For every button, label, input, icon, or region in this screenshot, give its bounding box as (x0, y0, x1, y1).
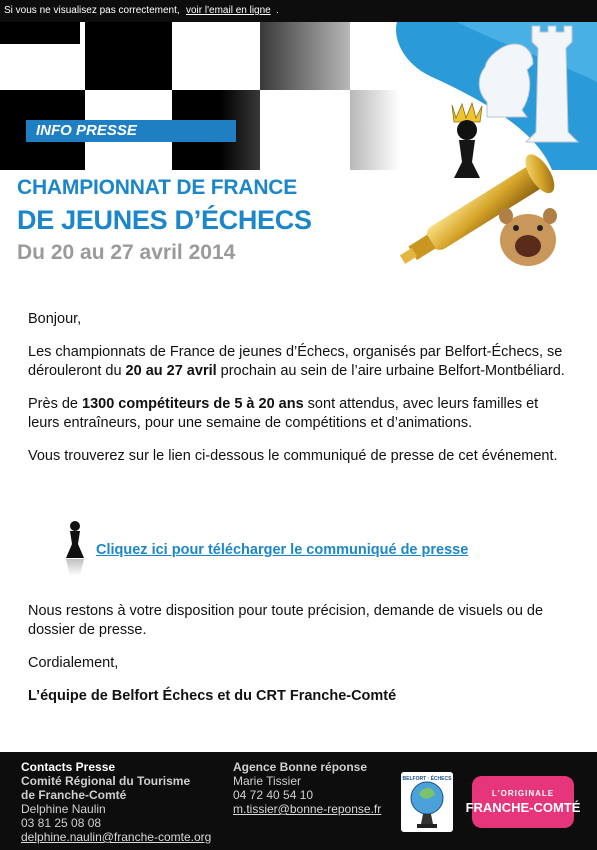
pawn-icon (60, 520, 90, 578)
footer-contacts-agency (233, 760, 381, 816)
paragraph-1-text-c: prochain au sein de l’aire urbaine Belfort-Montbéliard. (216, 363, 565, 379)
paragraph-1 (28, 343, 568, 381)
contact2-phone: 04 72 40 54 10 (233, 788, 314, 802)
belfort-echecs-logo (401, 772, 453, 832)
closing: Cordialement, (28, 655, 119, 671)
footer-contacts-crt (21, 760, 211, 844)
contact1-email-link[interactable]: delphine.naulin@franche-comte.org (21, 830, 212, 844)
paragraph-1-dates-bold: 20 au 27 avril (125, 363, 217, 379)
contact2-email-link[interactable]: m.tissier@bonne-reponse.fr (233, 802, 382, 816)
title-line-2: DE JEUNES D’ÉCHECS (17, 205, 312, 235)
paragraph-2-text-a: Près de (28, 396, 82, 412)
email-body-closing (28, 602, 568, 720)
belfort-logo-text: BELFORT · ÉCHECS (402, 776, 452, 782)
agency-heading: Agence Bonne réponse (233, 760, 368, 774)
view-online-link[interactable]: voir l'email en ligne (186, 5, 271, 16)
greeting: Bonjour, (28, 311, 82, 327)
paragraph-2-competitors-bold: 1300 compétiteurs de 5 à 20 ans (82, 396, 304, 412)
footer (0, 752, 597, 850)
franche-comte-logo (466, 772, 580, 832)
org-line-1: Comité Régional du Tourisme (21, 774, 191, 788)
signature: L’équipe de Belfort Échecs et du CRT Franche-Comté (28, 688, 397, 704)
info-presse-badge: INFO PRESSE (26, 120, 236, 142)
paragraph-2-text-c: sont attendus, avec leurs familles et leurs entraîneurs, pour une semaine de compétitions et d’animations. (28, 396, 539, 431)
contact1-phone: 03 81 25 08 08 (21, 816, 102, 830)
paragraph-2 (28, 395, 568, 433)
contact1-name: Delphine Naulin (21, 802, 106, 816)
notice-period: . (276, 5, 279, 16)
download-section (60, 520, 540, 580)
display-notice-text: Si vous ne visualisez pas correctement, (4, 5, 180, 16)
event-dates: Du 20 au 27 avril 2014 (17, 241, 236, 264)
contact2-name: Marie Tissier (233, 774, 302, 788)
contacts-heading: Contacts Presse (21, 760, 116, 774)
fc-logo-line2: FRANCHE-COMTÉ (466, 800, 580, 815)
paragraph-4: Nous restons à votre disposition pour toute précision, demande de visuels ou de dossier de presse. (28, 603, 544, 638)
top-notice-bar (0, 0, 597, 22)
title-line-1: CHAMPIONNAT DE FRANCE (17, 176, 298, 199)
paragraph-3: Vous trouverez sur le lien ci-dessous le communiqué de presse de cet événement. (28, 448, 558, 464)
email-body (28, 310, 568, 480)
org-line-2: de Franche-Comté (21, 788, 127, 802)
fc-logo-line1: L'ORIGINALE (491, 789, 555, 798)
paragraph-1-text-a: Les championnats de France de jeunes d’Échecs, organisés par Belfort-Échecs, se dérouleront du (28, 344, 563, 379)
download-press-release-link[interactable]: Cliquez ici pour télécharger le communiqué de presse (96, 542, 469, 558)
chess-pieces-illustration (360, 100, 597, 275)
